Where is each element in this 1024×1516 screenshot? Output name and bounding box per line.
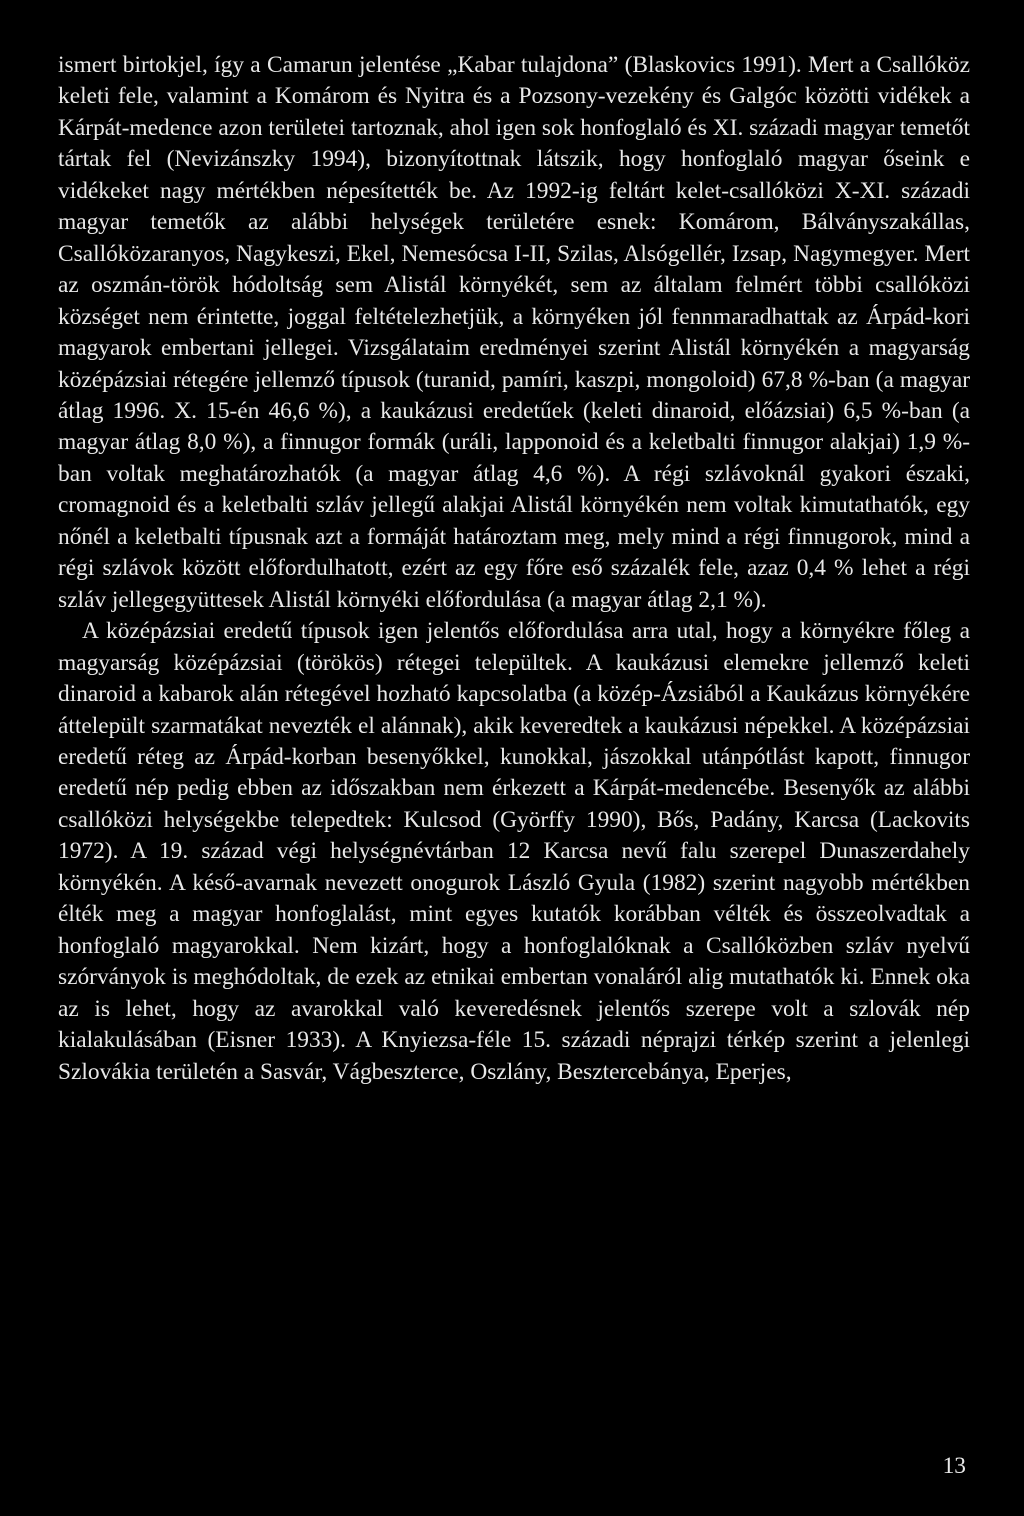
paragraph-1: ismert birtokjel, így a Camarun jelentése „Kabar tulajdona” (Blaskovics 1991). Mert a Csallóköz keleti fele, valamint a Komárom és Nyitra és a Pozsony-vezekény és Galgóc közötti vidékek a Kárpát-medence azon területei tartoznak, ahol igen sok honfoglaló és XI. századi magyar temetőt tártak fel (Nevizánszky 1994), bizonyítottnak látszik, hogy honfoglaló magyar őseink e vidékeket nagy mértékben népesítették be. Az 1992-ig feltárt kelet-csallóközi X-XI. századi magyar temetők az alábbi helységek területére esnek: Komárom, Bálványszakállas, Csallóközaranyos, Nagykeszi, Ekel, Nemesócsa I-II, Szilas, Alsógellér, Izsap, Nagymegyer. Mert az oszmán-török hódoltság sem Alistál környékét, sem az általam felmért többi csallóközi községet nem érintette, joggal feltételezhetjük, a környéken jól fennmaradhattak az Árpád-kori magyarok embertani jellegei. Vizsgálataim eredményei szerint Alistál környékén a magyarság középázsiai rétegére jellemző típusok (turanid, pamíri, kaszpi, mongoloid) 67,8 %-ban (a magyar átlag 1996. X. 15-én 46,6 %), a kaukázusi eredetűek (keleti dinaroid, előázsiai) 6,5 %-ban (a magyar átlag 8,0 %), a finnugor formák (uráli, lapponoid és a keletbalti finnugor alakjai) 1,9 %-ban voltak meghatározhatók (a magyar átlag 4,6 %). A régi szlávoknál gyakori északi, cromagnoid és a keletbalti szláv jellegű alakjai Alistál környékén nem voltak kimutathatók, egy nőnél a keletbalti típusnak azt a formáját határoztam meg, mely mind a régi finnugorok, mind a régi szlávok között előfordulhatott, ezért az egy főre eső százalék fele, azaz 0,4 % lehet a régi szláv jellegegyüttesek Alistál környéki előfordulása (a magyar átlag 2,1 %).: [58, 52, 970, 613]
page-body: [58, 50, 970, 1088]
paragraph-2: A középázsiai eredetű típusok igen jelentős előfordulása arra utal, hogy a környékre főleg a magyarság középázsiai (törökös) rétegei települtek. A kaukázusi elemekre jellemző keleti dinaroid a kabarok alán rétegével hozható kapcsolatba (a közép-Ázsiából a Kaukázus környékére áttelepült szarmatákat nevezték el alánnak), akik keveredtek a kaukázusi népekkel. A középázsiai eredetű réteg az Árpád-korban besenyőkkel, kunokkal, jászokkal utánpótlást kapott, finnugor eredetű nép pedig ebben az időszakban nem érkezett a Kárpát-medencébe. Besenyők az alábbi csallóközi helységekbe telepedtek: Kulcsod (Györffy 1990), Bős, Padány, Karcsa (Lackovits 1972). A 19. század végi helységnévtárban 12 Karcsa nevű falu szerepel Dunaszerdahely környékén. A késő-avarnak nevezett onogurok László Gyula (1982) szerint nagyobb mértékben élték meg a magyar honfoglalást, mint egyes kutatók korábban vélték és összeolvadtak a honfoglaló magyarokkal. Nem kizárt, hogy a honfoglalóknak a Csallóközben szláv nyelvű szórványok is meghódoltak, de ezek az etnikai embertan vonaláról alig mutathatók ki. Ennek oka az is lehet, hogy az avarokkal való keveredésnek jelentős szerepe volt a szlovák nép kialakulásában (Eisner 1933). A Knyiezsa-féle 15. századi néprajzi térkép szerint a jelenlegi Szlovákia területén a Sasvár, Vágbeszterce, Oszlány, Besztercebánya, Eperjes,: [58, 618, 970, 1085]
page-number: 13: [942, 1453, 966, 1479]
